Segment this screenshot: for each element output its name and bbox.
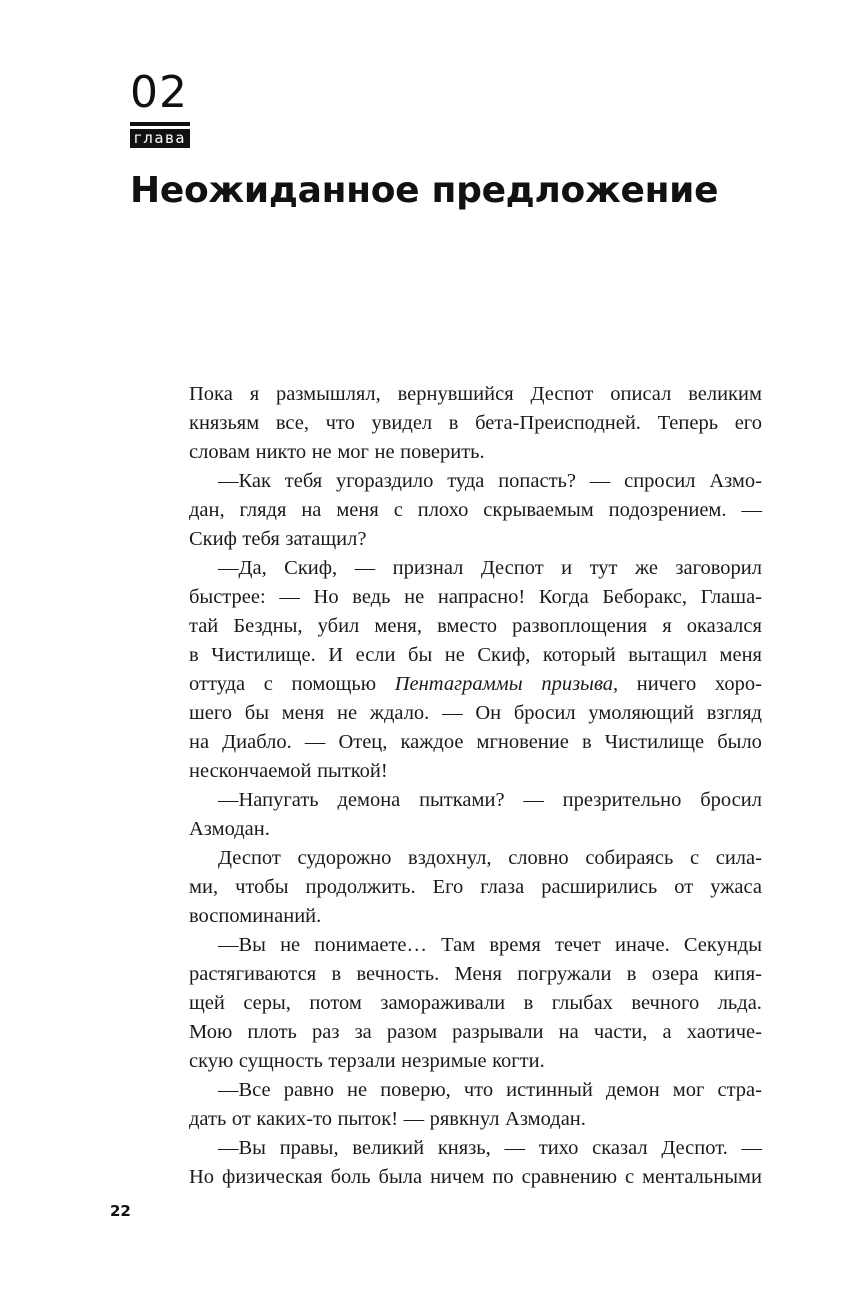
text-line bbox=[189, 525, 762, 554]
word: Там bbox=[441, 934, 476, 956]
word: пыткой! bbox=[317, 760, 388, 782]
word: вместо bbox=[437, 615, 498, 637]
word: разом bbox=[386, 1021, 438, 1043]
text-line bbox=[189, 815, 762, 844]
text-line bbox=[189, 554, 762, 583]
word: в bbox=[331, 963, 342, 985]
word: Чистилище bbox=[604, 731, 705, 753]
word: дать bbox=[189, 1108, 227, 1130]
word: воспоминаний. bbox=[189, 905, 322, 927]
text-line bbox=[189, 873, 762, 902]
word: Когда bbox=[538, 586, 589, 608]
word: оказался bbox=[686, 615, 762, 637]
word: словно bbox=[508, 847, 569, 869]
word: не bbox=[311, 441, 332, 463]
word: и bbox=[561, 557, 573, 579]
word: Но bbox=[313, 586, 339, 608]
word: помощью bbox=[291, 673, 377, 695]
text-line bbox=[189, 496, 762, 525]
text-line bbox=[189, 670, 762, 699]
word: истинный bbox=[506, 1079, 593, 1101]
word: убил bbox=[317, 615, 360, 637]
word: меня bbox=[336, 499, 379, 521]
word: скую bbox=[189, 1050, 234, 1072]
word: когти. bbox=[492, 1050, 545, 1072]
text-line bbox=[189, 583, 762, 612]
word: ничего bbox=[636, 673, 697, 695]
word: не bbox=[347, 1079, 368, 1101]
word: великим bbox=[688, 383, 762, 405]
word: попасть? bbox=[498, 470, 576, 492]
word: меня, bbox=[374, 615, 422, 637]
word: Деспот bbox=[218, 847, 281, 869]
word: — bbox=[741, 1137, 762, 1159]
text-line bbox=[189, 1047, 762, 1076]
word: плоть bbox=[247, 1021, 297, 1043]
word: по bbox=[492, 1166, 514, 1188]
word: же bbox=[634, 557, 658, 579]
word: оттуда bbox=[189, 673, 246, 695]
word: —Вы bbox=[218, 934, 266, 956]
word: Скиф, bbox=[284, 557, 338, 579]
word: спросил bbox=[624, 470, 696, 492]
word: Отец, bbox=[338, 731, 388, 753]
word: Теперь bbox=[657, 412, 719, 434]
word: ждало. bbox=[369, 702, 430, 724]
word: тут bbox=[589, 557, 618, 579]
word: растягиваются bbox=[189, 963, 317, 985]
word: поверю, bbox=[380, 1079, 451, 1101]
word: не bbox=[280, 934, 301, 956]
word: затащил? bbox=[285, 528, 367, 550]
chapter-rule bbox=[130, 122, 190, 126]
word: Диабло. bbox=[222, 731, 292, 753]
word: бросил bbox=[513, 702, 576, 724]
word: тай bbox=[189, 615, 219, 637]
word: плохо bbox=[417, 499, 469, 521]
word: было bbox=[717, 731, 762, 753]
word: увидел bbox=[371, 412, 433, 434]
word: с bbox=[393, 499, 403, 521]
word: быстрее: bbox=[189, 586, 266, 608]
word: — bbox=[304, 731, 326, 753]
word: в bbox=[581, 731, 592, 753]
word: Меня bbox=[454, 963, 502, 985]
word: разрывали bbox=[452, 1021, 544, 1043]
word: описал bbox=[610, 383, 672, 405]
word: не bbox=[374, 441, 395, 463]
word: Бездны, bbox=[233, 615, 303, 637]
word: на bbox=[189, 731, 210, 753]
word: каких-то bbox=[256, 1108, 333, 1130]
word: незримые bbox=[401, 1050, 487, 1072]
word: Пентаграммы bbox=[394, 673, 523, 695]
text-line bbox=[189, 467, 762, 496]
text-line bbox=[189, 960, 762, 989]
word: взгляд bbox=[706, 702, 762, 724]
word: сущность bbox=[238, 1050, 323, 1072]
word: — bbox=[504, 1137, 525, 1159]
word: меня bbox=[719, 644, 762, 666]
word: не bbox=[337, 702, 358, 724]
word: продолжить. bbox=[305, 876, 416, 898]
word: погружали bbox=[517, 963, 612, 985]
text-line bbox=[189, 612, 762, 641]
word: бросил bbox=[700, 789, 762, 811]
text-line bbox=[189, 1134, 762, 1163]
word: вернувшийся bbox=[397, 383, 514, 405]
text-line bbox=[189, 699, 762, 728]
word: течет bbox=[554, 934, 601, 956]
word: И bbox=[328, 644, 344, 666]
word: —Все bbox=[218, 1079, 271, 1101]
word: великий bbox=[352, 1137, 425, 1159]
word: физическая bbox=[222, 1166, 323, 1188]
word: от bbox=[231, 1108, 251, 1130]
word: — bbox=[354, 557, 376, 579]
word: рявкнул bbox=[429, 1108, 500, 1130]
word: сравнению bbox=[521, 1166, 618, 1188]
chapter-label: глава bbox=[130, 129, 190, 148]
word: с bbox=[625, 1166, 635, 1188]
word: Деспот. bbox=[661, 1137, 728, 1159]
word: демона bbox=[337, 789, 401, 811]
word: нескончаемой bbox=[189, 760, 312, 782]
word: тихо bbox=[538, 1137, 579, 1159]
body-text bbox=[189, 380, 762, 1192]
word: ужаса bbox=[710, 876, 762, 898]
chapter-title: Неожиданное предложение bbox=[130, 170, 719, 211]
text-line bbox=[189, 1076, 762, 1105]
word: глыбах bbox=[551, 992, 613, 1014]
word: собираясь bbox=[585, 847, 674, 869]
word: вытащил bbox=[628, 644, 707, 666]
word: не bbox=[444, 644, 465, 666]
word: серы, bbox=[243, 992, 291, 1014]
word: с bbox=[689, 847, 700, 869]
word: напрасно! bbox=[437, 586, 526, 608]
text-line bbox=[189, 380, 762, 409]
word: Азмодан. bbox=[189, 818, 270, 840]
text-line bbox=[189, 1018, 762, 1047]
word: что bbox=[463, 1079, 494, 1101]
word: скрываемым bbox=[483, 499, 594, 521]
word: Деспот bbox=[530, 383, 594, 405]
word: не bbox=[404, 586, 425, 608]
word: признал bbox=[392, 557, 464, 579]
word: — bbox=[589, 470, 611, 492]
chapter-number: 02 bbox=[130, 67, 188, 118]
word: кипя- bbox=[713, 963, 762, 985]
word: тебя bbox=[242, 528, 280, 550]
text-line bbox=[189, 786, 762, 815]
word: умоляющий bbox=[588, 702, 694, 724]
text-line bbox=[189, 931, 762, 960]
word: Скиф bbox=[189, 528, 237, 550]
word: ментальными bbox=[642, 1166, 762, 1188]
word: каждое bbox=[400, 731, 464, 753]
word: — bbox=[442, 702, 463, 724]
word: иначе. bbox=[614, 934, 670, 956]
word: шего bbox=[189, 702, 233, 724]
word: тебя bbox=[284, 470, 323, 492]
word: вздохнул, bbox=[408, 847, 492, 869]
word: Азмодан. bbox=[505, 1108, 586, 1130]
word: хаотиче- bbox=[686, 1021, 762, 1043]
word: хоро- bbox=[714, 673, 762, 695]
word: его bbox=[734, 412, 762, 434]
word: —Вы bbox=[218, 1137, 266, 1159]
word: бы bbox=[408, 644, 433, 666]
word: ведь bbox=[352, 586, 391, 608]
word: я bbox=[662, 615, 672, 637]
text-line bbox=[189, 728, 762, 757]
word: — bbox=[279, 586, 300, 608]
word: —Напугать bbox=[218, 789, 319, 811]
word: пыток! bbox=[337, 1108, 399, 1130]
word: стра- bbox=[717, 1079, 762, 1101]
word: — bbox=[741, 499, 762, 521]
word: от bbox=[674, 876, 694, 898]
word: Азмо- bbox=[709, 470, 762, 492]
word: подозрением. bbox=[608, 499, 727, 521]
word: вечного bbox=[631, 992, 700, 1014]
word: демон bbox=[605, 1079, 660, 1101]
word: Глаша- bbox=[700, 586, 762, 608]
word: замораживали bbox=[380, 992, 506, 1014]
word: Он bbox=[475, 702, 502, 724]
word: Деспот bbox=[480, 557, 544, 579]
word: дан, bbox=[189, 499, 225, 521]
word: за bbox=[354, 1021, 372, 1043]
text-line bbox=[189, 641, 762, 670]
word: раз bbox=[312, 1021, 340, 1043]
word: а bbox=[662, 1021, 672, 1043]
word: чтобы bbox=[235, 876, 289, 898]
text-line bbox=[189, 902, 762, 931]
word: развоплощения bbox=[512, 615, 648, 637]
word: время bbox=[489, 934, 541, 956]
word: бы bbox=[244, 702, 270, 724]
word: была bbox=[378, 1166, 423, 1188]
word: потом bbox=[309, 992, 362, 1014]
word: Пока bbox=[189, 383, 233, 405]
word: все, bbox=[275, 412, 309, 434]
word: ничем bbox=[430, 1166, 485, 1188]
text-line bbox=[189, 844, 762, 873]
word: —Да, bbox=[218, 557, 267, 579]
word: сила- bbox=[715, 847, 762, 869]
page-number: 22 bbox=[110, 1202, 131, 1220]
word: словам bbox=[189, 441, 251, 463]
word: —Как bbox=[218, 470, 271, 492]
word: размышлял, bbox=[276, 383, 381, 405]
word: в bbox=[626, 963, 637, 985]
text-line bbox=[189, 1163, 762, 1192]
word: понимаете… bbox=[314, 934, 428, 956]
word: щей bbox=[189, 992, 225, 1014]
word: с bbox=[263, 673, 273, 695]
word: презрительно bbox=[562, 789, 682, 811]
word: Но bbox=[189, 1166, 215, 1188]
word: на bbox=[301, 499, 322, 521]
word: Беборакс, bbox=[602, 586, 687, 608]
word: Секунды bbox=[683, 934, 762, 956]
word: пытками? bbox=[419, 789, 505, 811]
text-line bbox=[189, 409, 762, 438]
word: в bbox=[189, 644, 199, 666]
word: судорожно bbox=[297, 847, 392, 869]
word: князьям bbox=[189, 412, 260, 434]
word: туда bbox=[447, 470, 485, 492]
word: терзали bbox=[328, 1050, 396, 1072]
word: вечность. bbox=[356, 963, 440, 985]
word: Скиф, bbox=[477, 644, 531, 666]
word: никто bbox=[255, 441, 307, 463]
word: озера bbox=[651, 963, 699, 985]
word: мгновение bbox=[476, 731, 569, 753]
word: льда. bbox=[717, 992, 762, 1014]
word: бета-Преисподней. bbox=[475, 412, 641, 434]
word: я bbox=[249, 383, 260, 405]
word: — bbox=[403, 1108, 425, 1130]
word: глядя bbox=[239, 499, 287, 521]
word: поверить. bbox=[400, 441, 485, 463]
text-line bbox=[189, 757, 762, 786]
word: который bbox=[542, 644, 616, 666]
word: ми, bbox=[189, 876, 219, 898]
word: расширились bbox=[541, 876, 658, 898]
word: в bbox=[448, 412, 459, 434]
word: сказал bbox=[592, 1137, 648, 1159]
word: боль bbox=[330, 1166, 371, 1188]
word: что bbox=[325, 412, 355, 434]
word: угораздило bbox=[336, 470, 434, 492]
text-line bbox=[189, 989, 762, 1018]
word: заговорил bbox=[675, 557, 762, 579]
text-line bbox=[189, 1105, 762, 1134]
text-line bbox=[189, 438, 762, 467]
word: на bbox=[558, 1021, 579, 1043]
word: Чистилище. bbox=[211, 644, 316, 666]
word: меня bbox=[281, 702, 325, 724]
word: Мою bbox=[189, 1021, 233, 1043]
word: — bbox=[523, 789, 544, 811]
word: мог bbox=[337, 441, 369, 463]
word: князь, bbox=[437, 1137, 491, 1159]
word: Его bbox=[432, 876, 464, 898]
word: в bbox=[523, 992, 534, 1014]
word: если bbox=[355, 644, 396, 666]
word: призыва, bbox=[541, 673, 619, 695]
word: равно bbox=[283, 1079, 334, 1101]
word: мог bbox=[672, 1079, 705, 1101]
word: правы, bbox=[279, 1137, 339, 1159]
word: глаза bbox=[480, 876, 525, 898]
word: части, bbox=[593, 1021, 648, 1043]
